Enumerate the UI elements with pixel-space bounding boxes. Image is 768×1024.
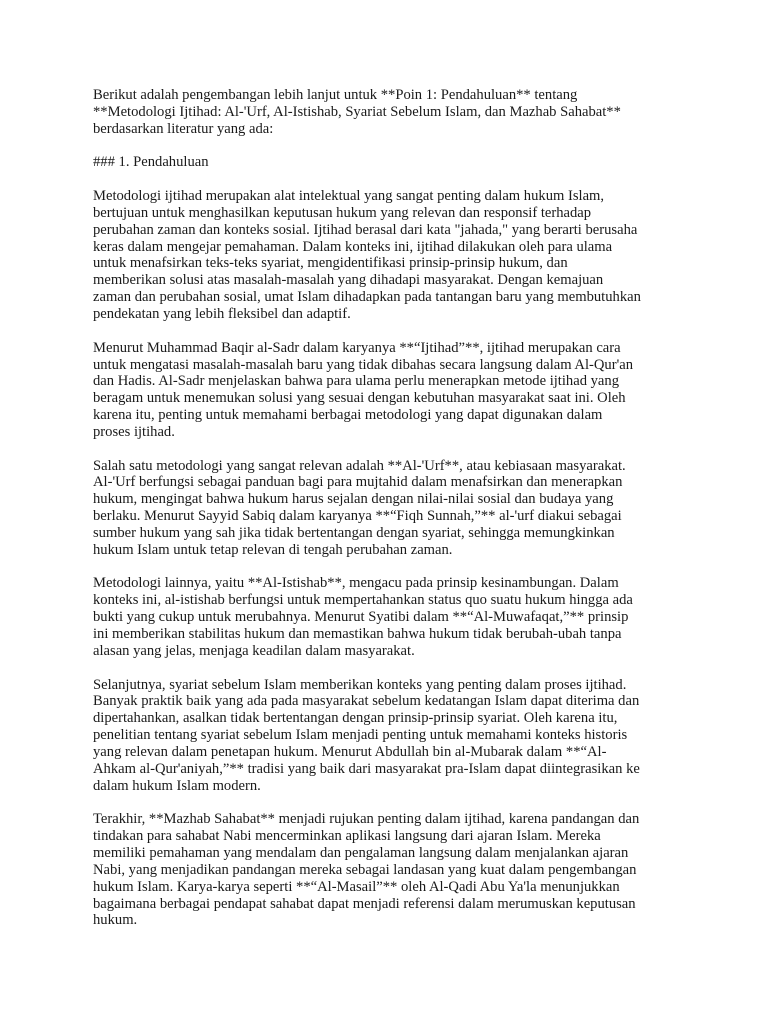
text-line: berdasarkan literatur yang ada: [93, 120, 274, 137]
text-line: penelitian tentang syariat sebelum Islam menjadi penting untuk memahami konteks historis [93, 727, 628, 744]
text-line: perubahan zaman dan konteks sosial. Ijtihad berasal dari kata "jahada," yang berarti berusaha [93, 221, 638, 238]
text-line: tindakan para sahabat Nabi mencerminkan aplikasi langsung dari ajaran Islam. Mereka [93, 828, 601, 845]
text-line: ### 1. Pendahuluan [93, 154, 209, 171]
text-line: hukum, mengingat bahwa hukum harus sejalan dengan nilai-nilai sosial dan budaya yang [93, 491, 614, 508]
section-heading [93, 154, 683, 171]
body-paragraph [93, 458, 683, 559]
text-line: bertujuan untuk menghasilkan keputusan hukum yang relevan dan responsif terhadap [93, 204, 592, 221]
body-paragraph [93, 575, 683, 659]
text-line: yang relevan dalam penetapan hukum. Menurut Abdullah bin al-Mubarak dalam **“Al- [93, 743, 607, 760]
text-line: memberikan solusi atas masalah-masalah yang dihadapi masyarakat. Dengan kemajuan [93, 272, 604, 289]
text-line: pendekatan yang lebih fleksibel dan adaptif. [93, 305, 351, 322]
text-line: untuk menafsirkan teks-teks syariat, mengidentifikasi prinsip-prinsip hukum, dan [93, 255, 568, 272]
document-page [93, 87, 683, 946]
text-line: Metodologi ijtihad merupakan alat intelektual yang sangat penting dalam hukum Islam, [93, 188, 605, 205]
text-line: Selanjutnya, syariat sebelum Islam memberikan konteks yang penting dalam proses ijtihad. [93, 676, 627, 693]
body-paragraph [93, 811, 683, 929]
intro-paragraph [93, 87, 683, 138]
text-line: Nabi, yang menjadikan pandangan mereka sebagai landasan yang kuat dalam pengembangan [93, 861, 637, 878]
body-paragraph [93, 188, 683, 323]
text-line: memiliki pemahaman yang mendalam dan pengalaman langsung dalam menjalankan ajaran [93, 844, 629, 861]
text-line: konteks ini, al-istishab berfungsi untuk mempertahankan status quo suatu hukum hingga ada [93, 592, 633, 609]
text-line: ini memberikan stabilitas hukum dan memastikan bahwa hukum tidak berubah-ubah tanpa [93, 626, 622, 642]
text-line: Terakhir, **Mazhab Sahabat** menjadi rujukan penting dalam ijtihad, karena pandangan dan [93, 811, 640, 828]
text-line: bagaimana berbagai pendapat sahabat dapat menjadi referensi dalam merumuskan keputusan [93, 895, 636, 912]
text-line: Menurut Muhammad Baqir al-Sadr dalam karyanya **“Ijtihad”**, ijtihad merupakan cara [93, 339, 621, 356]
text-line: **Metodologi Ijtihad: Al-'Urf, Al-Istishab, Syariat Sebelum Islam, dan Mazhab Sahabat** [93, 103, 621, 120]
text-line: hukum. [93, 912, 138, 929]
text-line: beragam untuk menemukan solusi yang sesuai dengan kebutuhan masyarakat saat ini. Oleh [93, 390, 626, 407]
text-line: Banyak praktik baik yang ada pada masyarakat sebelum kedatangan Islam dapat diterima dan [93, 693, 640, 710]
text-line: Metodologi lainnya, yaitu **Al-Istishab**, mengacu pada prinsip kesinambungan. Dalam [93, 575, 619, 592]
body-paragraph [93, 340, 683, 441]
body-paragraph [93, 677, 683, 795]
text-line: hukum Islam. Karya-karya seperti **“Al-Masail”** oleh Al-Qadi Abu Ya'la menunjukkan [93, 878, 620, 895]
text-line: keras dalam mengejar pemahaman. Dalam konteks ini, ijtihad dilakukan oleh para ulama [93, 238, 613, 255]
text-line: Salah satu metodologi yang sangat relevan adalah **Al-'Urf**, atau kebiasaan masyarakat. [93, 457, 626, 474]
text-line: dan Hadis. Al-Sadr menjelaskan bahwa para ulama perlu menerapkan metode ijtihad yang [93, 373, 620, 390]
text-line: karena itu, penting untuk memahami berbagai metodologi yang dapat digunakan dalam [93, 407, 603, 424]
text-line: hukum Islam untuk tetap relevan di tengah perubahan zaman. [93, 541, 453, 558]
text-line: Ahkam al-Qur'aniyah,”** tradisi yang baik dari masyarakat pra-Islam dapat diintegrasikan ke [93, 760, 640, 777]
text-line: zaman dan perubahan sosial, umat Islam dihadapkan pada tantangan baru yang membutuhkan [93, 289, 641, 306]
text-line: dalam hukum Islam modern. [93, 777, 261, 794]
text-line: dipertahankan, asalkan tidak bertentangan dengan prinsip-prinsip syariat. Oleh karena itu, [93, 710, 618, 727]
text-line: berlaku. Menurut Sayyid Sabiq dalam karyanya **“Fiqh Sunnah,”** al-'urf diakui sebagai [93, 508, 622, 525]
text-line: proses ijtihad. [93, 423, 175, 440]
text-line: Berikut adalah pengembangan lebih lanjut untuk **Poin 1: Pendahuluan** tentang [93, 87, 578, 103]
text-line: bukti yang cukup untuk merubahnya. Menurut Syatibi dalam **“Al-Muwafaqat,”** prinsip [93, 609, 629, 626]
text-line: sumber hukum yang sah jika tidak bertentangan dengan syariat, sehingga memungkinkan [93, 524, 615, 541]
text-line: untuk mengatasi masalah-masalah baru yang tidak dibahas secara langsung dalam Al-Qur'an [93, 356, 633, 373]
text-line: Al-'Urf berfungsi sebagai panduan bagi para mujtahid dalam menafsirkan dan menerapkan [93, 474, 623, 491]
text-line: alasan yang jelas, menjaga keadilan dalam masyarakat. [93, 642, 415, 659]
